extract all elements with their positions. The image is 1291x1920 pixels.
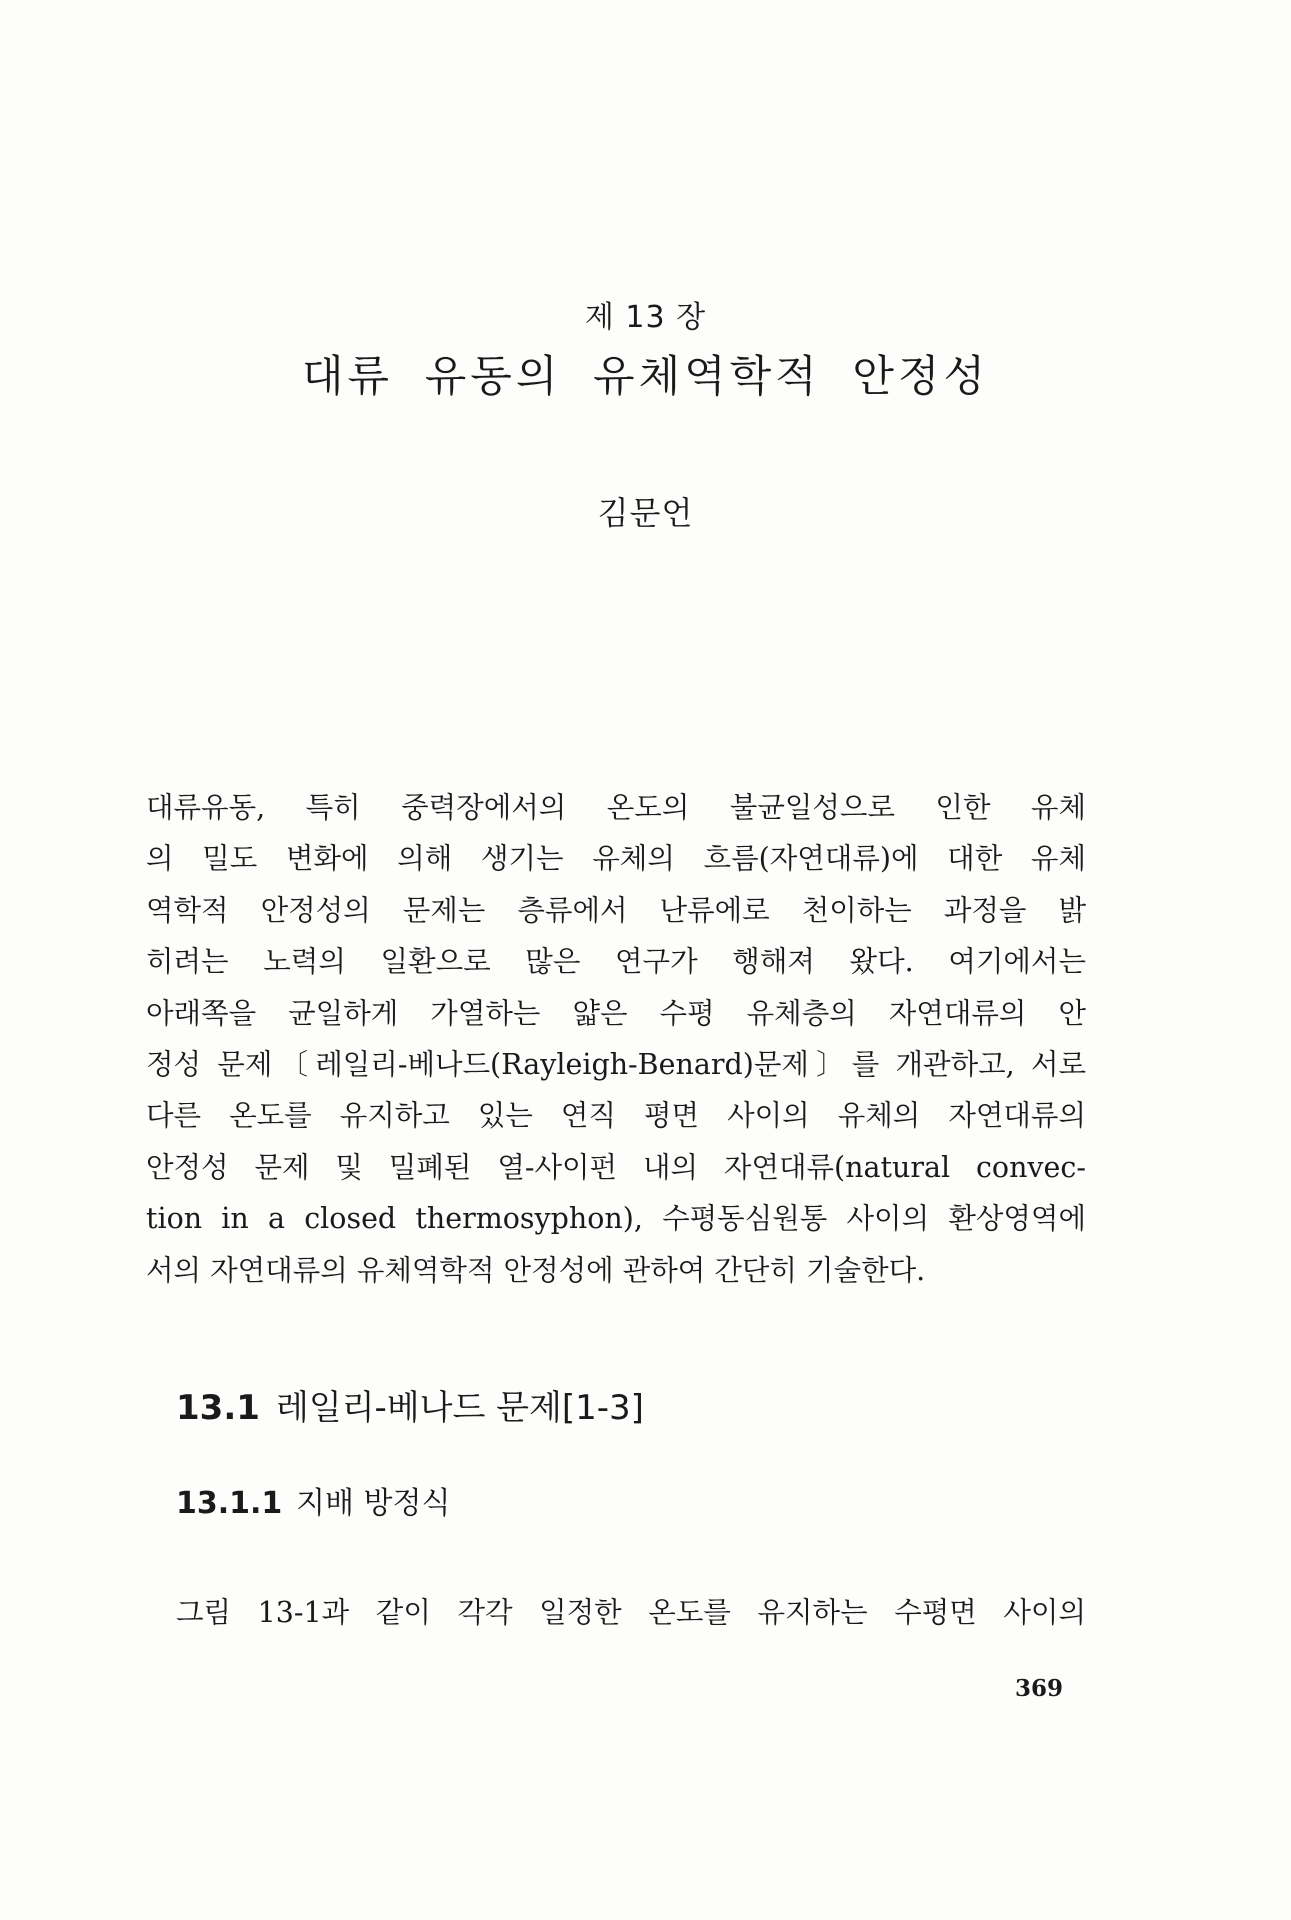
subsection-heading (176, 1478, 450, 1522)
section-title: 레일리-베나드 문제[1-3] (276, 1388, 644, 1428)
body-paragraph: 그림 13-1과 같이 각각 일정한 온도를 유지하는 수평면 사이의 (176, 1596, 1086, 1629)
abstract-line: 안정성 문제 및 밀폐된 열-사이펀 내의 자연대류(natural convec- (146, 1150, 1086, 1184)
abstract-line: 정성 문제〔레일리-베나드(Rayleigh-Benard)문제〕를 개관하고, 서로 (146, 1048, 1086, 1082)
abstract-line: 서의 자연대류의 유체역학적 안정성에 관하여 간단히 기술한다. (146, 1253, 926, 1287)
section-number: 13.1 (176, 1388, 260, 1428)
page-number: 369 (1015, 1675, 1064, 1702)
chapter-label: 제 13 장 (584, 300, 707, 335)
abstract-line: 아래쪽을 균일하게 가열하는 얇은 수평 유체층의 자연대류의 안 (146, 996, 1086, 1030)
chapter-title: 대류 유동의 유체역학적 안정성 (302, 352, 989, 402)
abstract-line: 히려는 노력의 일환으로 많은 연구가 행해져 왔다. 여기에서는 (146, 945, 1086, 979)
abstract-line: 의 밀도 변화에 의해 생기는 유체의 흐름(자연대류)에 대한 유체 (146, 842, 1086, 876)
subsection-number: 13.1.1 (176, 1486, 283, 1521)
abstract-line: tion in a closed thermosyphon), 수평동심원통 사이의 환상영역에 (146, 1202, 1086, 1236)
abstract-line: 다른 온도를 유지하고 있는 연직 평면 사이의 유체의 자연대류의 (146, 1099, 1086, 1133)
abstract-paragraph (146, 782, 1086, 1296)
section-heading (176, 1380, 644, 1429)
abstract-line: 대류유동, 특히 중력장에서의 온도의 불균일성으로 인한 유체 (146, 791, 1086, 824)
abstract-line: 역학적 안정성의 문제는 층류에서 난류에로 천이하는 과정을 밝 (146, 893, 1086, 927)
author-name: 김문언 (597, 494, 694, 532)
subsection-title: 지배 방정식 (296, 1486, 451, 1521)
